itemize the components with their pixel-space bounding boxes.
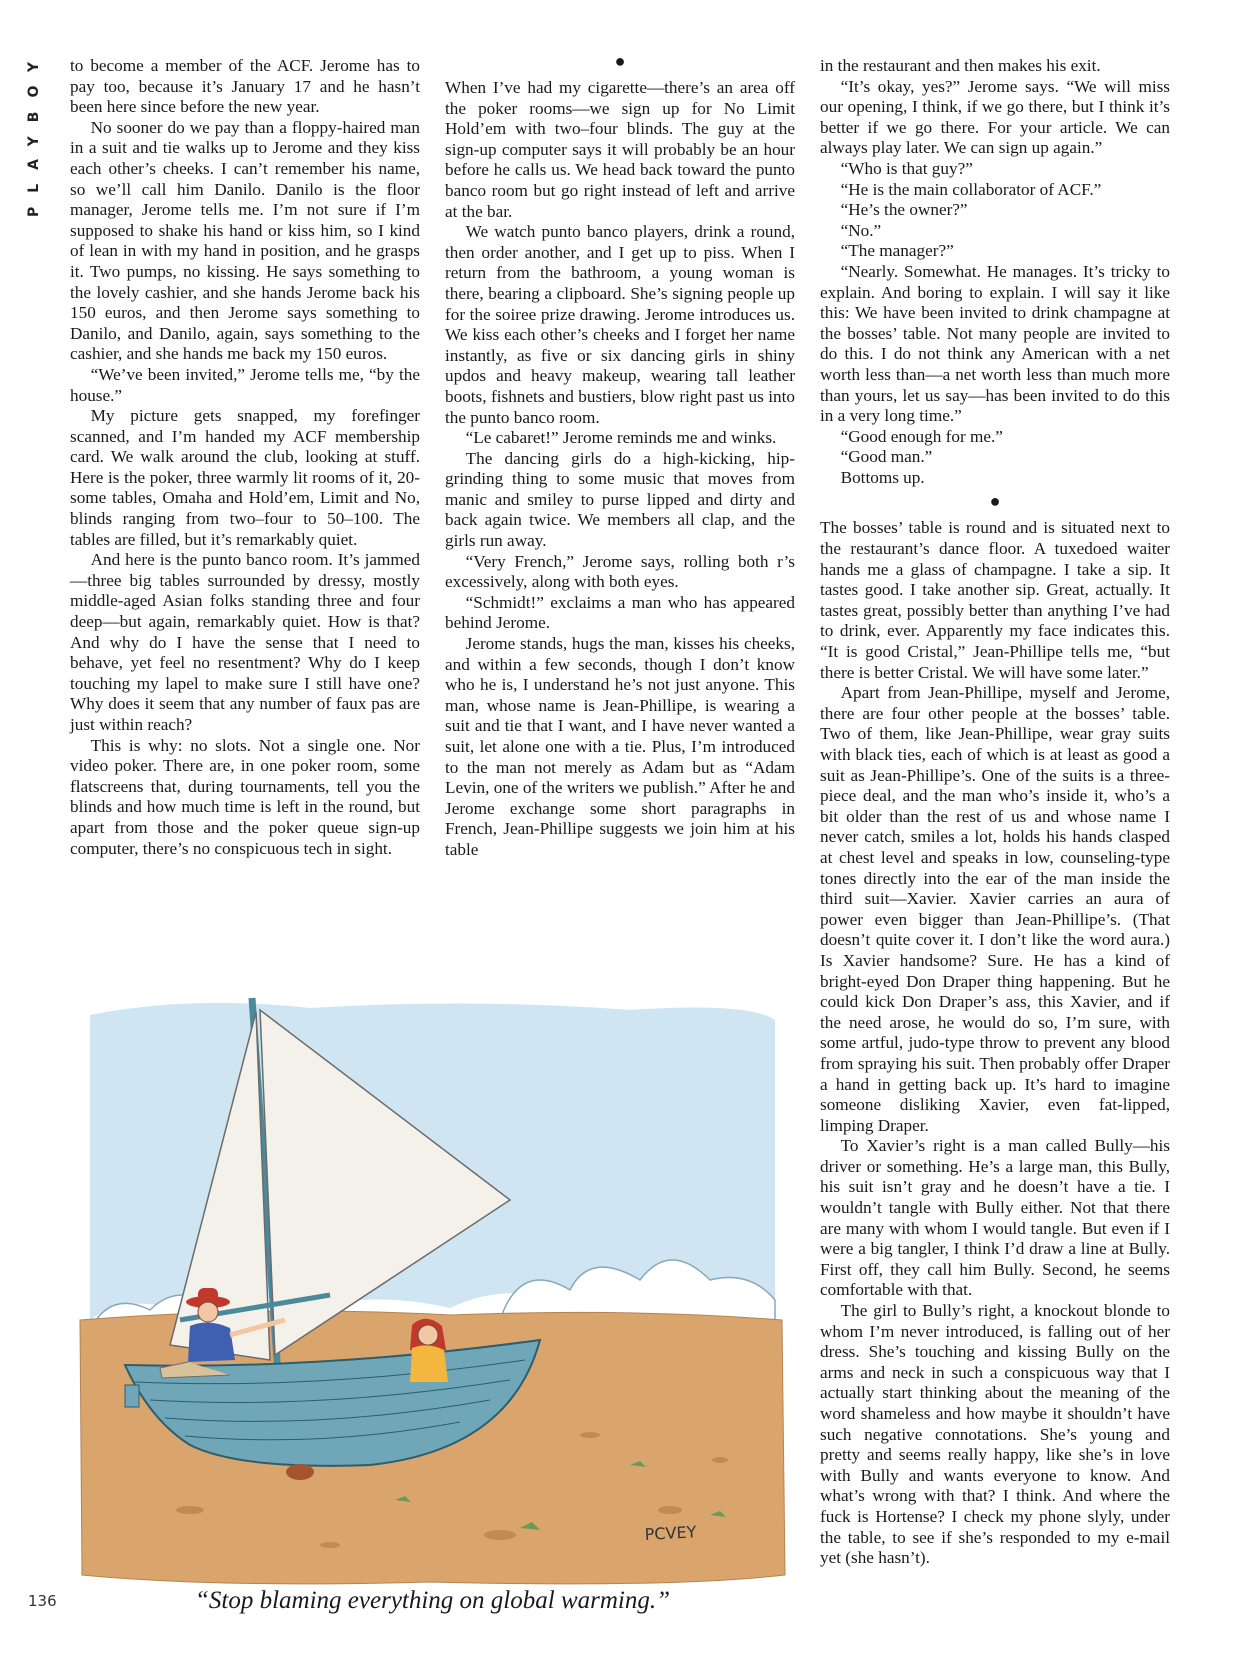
paragraph: To Xavier’s right is a man called Bully—his driver or something. He’s a large man, this Bully, his suit isn’t gray and he doesn’t have a tie. I wouldn’t tangle with Bully either. Not that there are many with whom I would tangle. But even if I were a big tangler, I think I’d draw a line at Bully. First off, they call him Bully. Second, he seems comfortable with that. bbox=[820, 1136, 1170, 1300]
paragraph: “The manager?” bbox=[840, 241, 954, 261]
page-number: 136 bbox=[28, 1592, 57, 1610]
paragraph: “Good enough for me.” bbox=[840, 426, 1003, 446]
paragraph: to become a member of the ACF. Jerome has to pay too, because it’s January 17 and he hasn’t been here since before the new year. bbox=[70, 56, 420, 117]
paragraph: No sooner do we pay than a floppy-haired man in a suit and tie walks up to Jerome and they kiss each other’s cheeks. I can’t remember his name, so we’ll call him Danilo. Danilo is the floor manager, Jerome tells me. I’m not sure if I’m supposed to shake his hand or kiss him, so I kind of lean in with my hand in position, and he grasps it. Two pumps, no kissing. He says something to the lovely cashier, and she hands Jerome back his 150 euros, and then Jerome says something to Danilo, and Danilo, again, says something to the cashier, and she hands me back my 150 euros. bbox=[70, 117, 420, 364]
paragraph: This is why: no slots. Not a single one. Nor video poker. There are, in one poker room, some flatscreens that, during tournaments, tell you the blinds and how much time is left in the round, but apart from those and the poker queue sign-up computer, there’s no conspicuous tech in sight. bbox=[70, 735, 420, 858]
paragraph: in the restaurant and then makes his exit. bbox=[820, 56, 1101, 75]
paragraph: “Who is that guy?” bbox=[840, 158, 973, 178]
cartoonist-signature: PCVEY bbox=[644, 1522, 697, 1544]
magazine-side-label: PLAYBOY bbox=[26, 48, 42, 218]
paragraph: The girl to Bully’s right, a knockout blonde to whom I’m never introduced, is falling out of her dress. She’s touching and kissing Bully on the arms and neck in such a conspicuous way that I actually start thinking about the meaning of the word shameless and how maybe it shouldn’t have such negative connotations. She’s young and pretty and seems really happy, like she’s in love with Bully and wants everyone to know. And what’s wrong with that? I think. And where the fuck is Hortense? I check my phone slyly, under the table, to see if she’s responded to my e-mail yet (she hasn’t). bbox=[820, 1301, 1170, 1568]
paragraph: “No.” bbox=[840, 220, 882, 240]
text-column-3 bbox=[820, 56, 1170, 1569]
text-column-2 bbox=[445, 48, 795, 861]
section-break-bullet: ● bbox=[989, 491, 1001, 512]
paragraph: “Very French,” Jerome says, rolling both r’s excessively, along with both eyes. bbox=[445, 551, 795, 592]
paragraph: Apart from Jean-Phillipe, myself and Jerome, there are four other people at the bosses’ table. Two of them, like Jean-Phillipe, wear gray suits with black ties, each of which is at least as good a suit as Jean-Phillipe’s. One of the suits is a three-piece deal, and the man who’s inside it, who’s a bit older than the rest of us and whose name I never catch, smiles a lot, holds his hands clasped at chest level and speaks in low, counseling-type tones directly into the ear of the man inside the third suit—Xavier. Xavier carries an aura of power even bigger than Jean-Phillipe’s. (That doesn’t quite cover it. I don’t like the word aura.) Is Xavier handsome? Sure. He has a kind of bright-eyed Don Draper thing happening. But he could kick Don Draper’s ass, this Xavier, and if the need arose, he would do so, I’m sure, with some artful, judo-type throw to prevent any blood from spraying his suit. Then probably offer Draper a hand in getting back up. It’s hard to imagine someone disliking Xavier, even fat-lipped, limping Draper. bbox=[820, 683, 1170, 1135]
paragraph: “He is the main collaborator of ACF.” bbox=[840, 179, 1102, 199]
cartoon-illustration bbox=[70, 990, 795, 1590]
paragraph: “Good man.” bbox=[840, 447, 933, 467]
paragraph: “Schmidt!” exclaims a man who has appeared behind Jerome. bbox=[445, 592, 795, 633]
paragraph: Jerome stands, hugs the man, kisses his cheeks, and within a few seconds, though I don’t know who he is, I understand he’s not just anyone. This man, whose name is Jean-Phillipe, is wearing a suit and tie that I want, and I have never wanted a suit, let alone one with a tie. Plus, I’m introduced to the man not merely as Adam but as “Adam Levin, one of the writers we publish.” After he and Jerome exchange some short paragraphs in French, Jean-Phillipe suggests we join him at his table bbox=[445, 634, 795, 859]
paragraph: My picture gets snapped, my forefinger scanned, and I’m handed my ACF membership card. We walk around the club, looking at stuff. Here is the poker, three warmly lit rooms of it, 20-some tables, Omaha and Hold’em, Limit and No, blinds ranging from two–four to 50–100. The tables are filled, but it’s remarkably quiet. bbox=[70, 406, 420, 549]
paragraph: “Nearly. Somewhat. He manages. It’s tricky to explain. And boring to explain. I will say it like this: We have been invited to drink champagne at the bosses’ table. Not many people are invited to do this. I do not think any American with a net worth less than—a net worth less than much more than yours, let us say—has been invited to do this in a very long time.” bbox=[820, 261, 1170, 426]
text-column-1 bbox=[70, 56, 420, 859]
paragraph: The bosses’ table is round and is situated next to the restaurant’s dance floor. A tuxedoed waiter hands me a glass of champagne. I take a sip. It tastes good. I take another sip. Great, actually. It tastes great, possibly better than anything I’ve had to drink, ever. Apparently my face indicates this. “It is good Cristal,” Jean-Phillipe tells me, “but there is better Cristal. We will have some later.” bbox=[820, 518, 1170, 682]
section-break-bullet: ● bbox=[614, 51, 626, 71]
paragraph: “Le cabaret!” Jerome reminds me and winks. bbox=[465, 428, 777, 448]
paragraph: “He’s the owner?” bbox=[840, 200, 968, 220]
woman-figure bbox=[410, 1319, 448, 1382]
paragraph: When I’ve had my cigarette—there’s an area off the poker rooms—we sign up for No Limit Hold’em with two–four blinds. The guy at the sign-up computer says it will probably be an hour before he calls us. We head back toward the punto banco room but go right instead of left and arrive at the bar. bbox=[445, 78, 795, 221]
paragraph: The dancing girls do a high-kicking, hip-grinding thing to some music that moves from manic and smiley to purse lipped and dirty and back again twice. We members all clap, and the girls run away. bbox=[445, 448, 795, 551]
paragraph: “It’s okay, yes?” Jerome says. “We will miss our opening, I think, if we go there, but I think it’s better if we go there. For your article. We can always play later. We can sign up again.” bbox=[820, 76, 1170, 158]
paragraph: We watch punto banco players, drink a round, then order another, and I get up to piss. When I return from the bathroom, a young woman is there, bearing a clipboard. She’s signing people up for the soiree prize drawing. Jerome introduces us. We kiss each other’s cheeks and I forget her name instantly, as five or six dancing girls in shiny updos and heavy makeup, wearing tall leather boots, fishnets and bustiers, blow right past us into the punto banco room. bbox=[445, 222, 795, 427]
paragraph: And here is the punto banco room. It’s jammed—three big tables surrounded by dressy, mostly middle-aged Asian folks standing three and four deep—but again, remarkably quiet. How is that? And why do I have the sense that I need to behave, yet feel no resentment? Why do I keep touching my lapel to make sure I still have one? Why does it seem that any number of faux pas are just within reach? bbox=[70, 550, 420, 734]
paragraph: Bottoms up. bbox=[840, 467, 925, 487]
paragraph: “We’ve been invited,” Jerome tells me, “by the house.” bbox=[70, 364, 420, 405]
cartoon-caption: “Stop blaming everything on global warming.” bbox=[195, 1587, 670, 1614]
sailboat-in-desert-drawing bbox=[70, 990, 795, 1590]
